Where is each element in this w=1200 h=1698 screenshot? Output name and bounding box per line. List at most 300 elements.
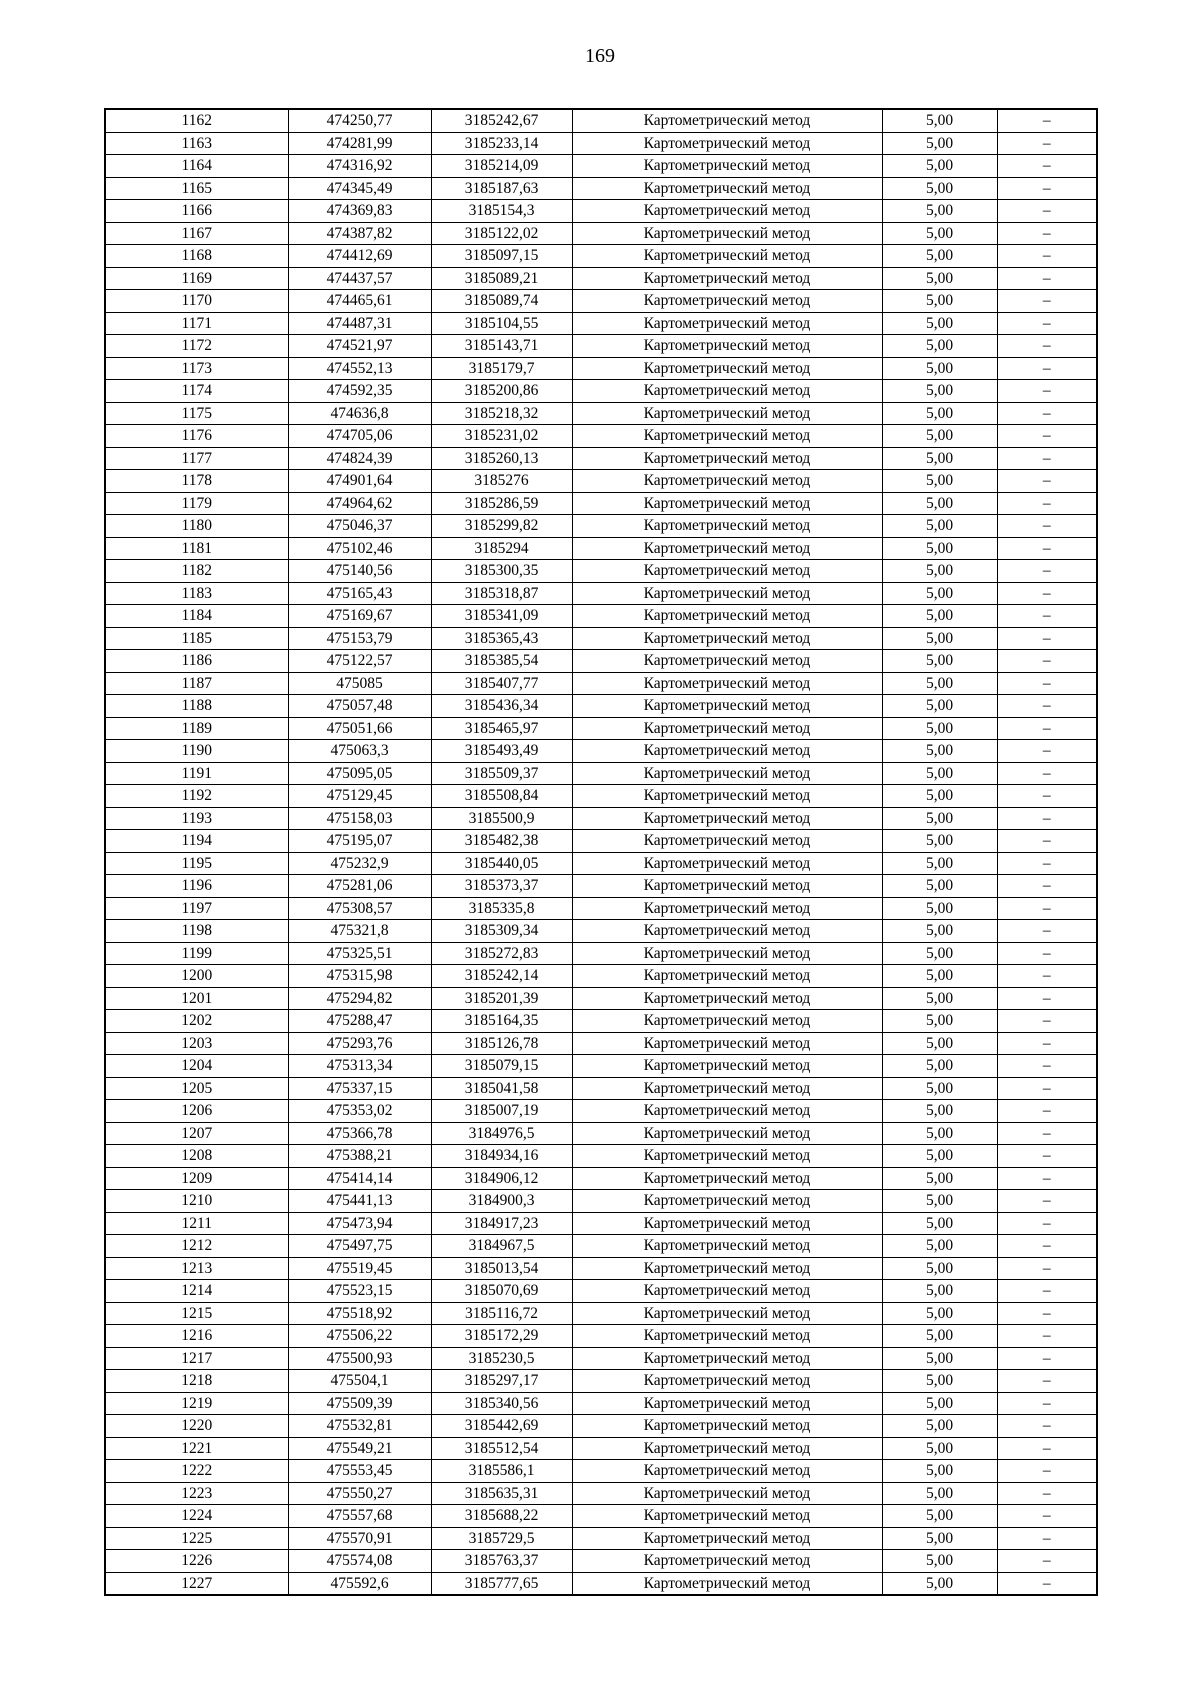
table-row [105,672,1097,695]
x-coordinate-cell: 475366,78 [288,1122,431,1145]
x-coordinate-cell: 475315,98 [288,965,431,988]
method-cell: Картометрический метод [572,717,882,740]
point-number-cell: 1186 [105,650,288,673]
accuracy-cell: 5,00 [882,1235,997,1258]
method-cell: Картометрический метод [572,1190,882,1213]
note-cell: – [997,807,1097,830]
point-number-cell: 1173 [105,357,288,380]
point-number-cell: 1167 [105,222,288,245]
x-coordinate-cell: 474487,31 [288,312,431,335]
accuracy-cell: 5,00 [882,200,997,223]
point-number-cell: 1212 [105,1235,288,1258]
method-cell: Картометрический метод [572,807,882,830]
point-number-cell: 1170 [105,290,288,313]
method-cell: Картометрический метод [572,132,882,155]
accuracy-cell: 5,00 [882,357,997,380]
table-row [105,1370,1097,1393]
x-coordinate-cell: 475519,45 [288,1257,431,1280]
point-number-cell: 1178 [105,470,288,493]
y-coordinate-cell: 3185143,71 [431,335,572,358]
note-cell: – [997,1257,1097,1280]
table-row [105,155,1097,178]
table-row [105,1392,1097,1415]
note-cell: – [997,1010,1097,1033]
point-number-cell: 1162 [105,109,288,132]
x-coordinate-cell: 474437,57 [288,267,431,290]
point-number-cell: 1223 [105,1482,288,1505]
x-coordinate-cell: 474387,82 [288,222,431,245]
y-coordinate-cell: 3185440,05 [431,852,572,875]
method-cell: Картометрический метод [572,177,882,200]
point-number-cell: 1187 [105,672,288,695]
method-cell: Картометрический метод [572,1392,882,1415]
point-number-cell: 1191 [105,762,288,785]
y-coordinate-cell: 3185318,87 [431,582,572,605]
note-cell: – [997,1302,1097,1325]
note-cell: – [997,650,1097,673]
accuracy-cell: 5,00 [882,1482,997,1505]
accuracy-cell: 5,00 [882,695,997,718]
table-row [105,1010,1097,1033]
method-cell: Картометрический метод [572,672,882,695]
table-row [105,380,1097,403]
point-number-cell: 1169 [105,267,288,290]
x-coordinate-cell: 475557,68 [288,1505,431,1528]
x-coordinate-cell: 474824,39 [288,447,431,470]
table-row [105,267,1097,290]
point-number-cell: 1201 [105,987,288,1010]
y-coordinate-cell: 3185230,5 [431,1347,572,1370]
y-coordinate-cell: 3185089,74 [431,290,572,313]
method-cell: Картометрический метод [572,245,882,268]
note-cell: – [997,1145,1097,1168]
point-number-cell: 1195 [105,852,288,875]
note-cell: – [997,380,1097,403]
x-coordinate-cell: 474592,35 [288,380,431,403]
x-coordinate-cell: 475337,15 [288,1077,431,1100]
accuracy-cell: 5,00 [882,785,997,808]
y-coordinate-cell: 3185070,69 [431,1280,572,1303]
x-coordinate-cell: 475095,05 [288,762,431,785]
method-cell: Картометрический метод [572,335,882,358]
x-coordinate-cell: 475293,76 [288,1032,431,1055]
accuracy-cell: 5,00 [882,1460,997,1483]
x-coordinate-cell: 475232,9 [288,852,431,875]
accuracy-cell: 5,00 [882,897,997,920]
x-coordinate-cell: 475057,48 [288,695,431,718]
x-coordinate-cell: 475553,45 [288,1460,431,1483]
y-coordinate-cell: 3185373,37 [431,875,572,898]
x-coordinate-cell: 475518,92 [288,1302,431,1325]
x-coordinate-cell: 475388,21 [288,1145,431,1168]
y-coordinate-cell: 3185097,15 [431,245,572,268]
x-coordinate-cell: 474964,62 [288,492,431,515]
table-row [105,515,1097,538]
accuracy-cell: 5,00 [882,1032,997,1055]
note-cell: – [997,1505,1097,1528]
x-coordinate-cell: 475063,3 [288,740,431,763]
method-cell: Картометрический метод [572,109,882,132]
table-row [105,447,1097,470]
y-coordinate-cell: 3185407,77 [431,672,572,695]
table-row [105,245,1097,268]
note-cell: – [997,290,1097,313]
method-cell: Картометрический метод [572,312,882,335]
y-coordinate-cell: 3185154,3 [431,200,572,223]
note-cell: – [997,335,1097,358]
x-coordinate-cell: 475509,39 [288,1392,431,1415]
accuracy-cell: 5,00 [882,1392,997,1415]
x-coordinate-cell: 475473,94 [288,1212,431,1235]
x-coordinate-cell: 475122,57 [288,650,431,673]
accuracy-cell: 5,00 [882,560,997,583]
table-row [105,492,1097,515]
y-coordinate-cell: 3185041,58 [431,1077,572,1100]
accuracy-cell: 5,00 [882,807,997,830]
accuracy-cell: 5,00 [882,875,997,898]
table-row [105,1167,1097,1190]
note-cell: – [997,1460,1097,1483]
y-coordinate-cell: 3185286,59 [431,492,572,515]
note-cell: – [997,1415,1097,1438]
x-coordinate-cell: 475313,34 [288,1055,431,1078]
accuracy-cell: 5,00 [882,155,997,178]
method-cell: Картометрический метод [572,1572,882,1595]
table-row [105,807,1097,830]
x-coordinate-cell: 475414,14 [288,1167,431,1190]
y-coordinate-cell: 3185777,65 [431,1572,572,1595]
note-cell: – [997,1190,1097,1213]
coordinates-table-body [105,109,1097,1595]
x-coordinate-cell: 474316,92 [288,155,431,178]
x-coordinate-cell: 475550,27 [288,1482,431,1505]
table-row [105,1032,1097,1055]
accuracy-cell: 5,00 [882,267,997,290]
point-number-cell: 1202 [105,1010,288,1033]
method-cell: Картометрический метод [572,1505,882,1528]
accuracy-cell: 5,00 [882,1370,997,1393]
point-number-cell: 1225 [105,1527,288,1550]
table-row [105,582,1097,605]
method-cell: Картометрический метод [572,1550,882,1573]
accuracy-cell: 5,00 [882,425,997,448]
table-row [105,740,1097,763]
point-number-cell: 1183 [105,582,288,605]
point-number-cell: 1166 [105,200,288,223]
point-number-cell: 1177 [105,447,288,470]
point-number-cell: 1189 [105,717,288,740]
method-cell: Картометрический метод [572,650,882,673]
x-coordinate-cell: 475549,21 [288,1437,431,1460]
x-coordinate-cell: 475165,43 [288,582,431,605]
accuracy-cell: 5,00 [882,987,997,1010]
method-cell: Картометрический метод [572,1055,882,1078]
table-row [105,717,1097,740]
table-row [105,852,1097,875]
y-coordinate-cell: 3185763,37 [431,1550,572,1573]
point-number-cell: 1184 [105,605,288,628]
table-row [105,942,1097,965]
point-number-cell: 1200 [105,965,288,988]
point-number-cell: 1182 [105,560,288,583]
note-cell: – [997,965,1097,988]
point-number-cell: 1179 [105,492,288,515]
y-coordinate-cell: 3185465,97 [431,717,572,740]
table-row [105,1145,1097,1168]
note-cell: – [997,222,1097,245]
method-cell: Картометрический метод [572,1482,882,1505]
y-coordinate-cell: 3185007,19 [431,1100,572,1123]
note-cell: – [997,1437,1097,1460]
x-coordinate-cell: 475497,75 [288,1235,431,1258]
note-cell: – [997,200,1097,223]
point-number-cell: 1224 [105,1505,288,1528]
note-cell: – [997,1100,1097,1123]
method-cell: Картометрический метод [572,1257,882,1280]
y-coordinate-cell: 3185164,35 [431,1010,572,1033]
method-cell: Картометрический метод [572,200,882,223]
y-coordinate-cell: 3185172,29 [431,1325,572,1348]
point-number-cell: 1213 [105,1257,288,1280]
method-cell: Картометрический метод [572,1145,882,1168]
point-number-cell: 1226 [105,1550,288,1573]
note-cell: – [997,1370,1097,1393]
note-cell: – [997,852,1097,875]
y-coordinate-cell: 3185493,49 [431,740,572,763]
x-coordinate-cell: 475195,07 [288,830,431,853]
note-cell: – [997,1167,1097,1190]
accuracy-cell: 5,00 [882,132,997,155]
y-coordinate-cell: 3185104,55 [431,312,572,335]
y-coordinate-cell: 3185309,34 [431,920,572,943]
x-coordinate-cell: 475504,1 [288,1370,431,1393]
accuracy-cell: 5,00 [882,245,997,268]
table-row [105,402,1097,425]
y-coordinate-cell: 3185242,67 [431,109,572,132]
method-cell: Картометрический метод [572,785,882,808]
accuracy-cell: 5,00 [882,1280,997,1303]
y-coordinate-cell: 3185201,39 [431,987,572,1010]
x-coordinate-cell: 474369,83 [288,200,431,223]
y-coordinate-cell: 3185200,86 [431,380,572,403]
note-cell: – [997,1392,1097,1415]
accuracy-cell: 5,00 [882,1325,997,1348]
table-row [105,920,1097,943]
y-coordinate-cell: 3185116,72 [431,1302,572,1325]
y-coordinate-cell: 3185089,21 [431,267,572,290]
x-coordinate-cell: 475051,66 [288,717,431,740]
accuracy-cell: 5,00 [882,290,997,313]
table-row [105,785,1097,808]
note-cell: – [997,695,1097,718]
method-cell: Картометрический метод [572,1280,882,1303]
point-number-cell: 1175 [105,402,288,425]
note-cell: – [997,672,1097,695]
note-cell: – [997,537,1097,560]
table-row [105,1325,1097,1348]
note-cell: – [997,177,1097,200]
y-coordinate-cell: 3185214,09 [431,155,572,178]
note-cell: – [997,1235,1097,1258]
accuracy-cell: 5,00 [882,942,997,965]
note-cell: – [997,717,1097,740]
point-number-cell: 1194 [105,830,288,853]
table-row [105,1482,1097,1505]
method-cell: Картометрический метод [572,897,882,920]
accuracy-cell: 5,00 [882,762,997,785]
point-number-cell: 1181 [105,537,288,560]
note-cell: – [997,582,1097,605]
x-coordinate-cell: 475153,79 [288,627,431,650]
table-row [105,1527,1097,1550]
note-cell: – [997,875,1097,898]
note-cell: – [997,132,1097,155]
table-row [105,1302,1097,1325]
x-coordinate-cell: 475321,8 [288,920,431,943]
y-coordinate-cell: 3185688,22 [431,1505,572,1528]
note-cell: – [997,605,1097,628]
table-row [105,109,1097,132]
x-coordinate-cell: 474465,61 [288,290,431,313]
table-row [105,1437,1097,1460]
x-coordinate-cell: 474345,49 [288,177,431,200]
note-cell: – [997,447,1097,470]
accuracy-cell: 5,00 [882,335,997,358]
x-coordinate-cell: 475570,91 [288,1527,431,1550]
point-number-cell: 1196 [105,875,288,898]
x-coordinate-cell: 475500,93 [288,1347,431,1370]
y-coordinate-cell: 3185242,14 [431,965,572,988]
method-cell: Картометрический метод [572,987,882,1010]
table-row [105,1257,1097,1280]
x-coordinate-cell: 474250,77 [288,109,431,132]
y-coordinate-cell: 3184934,16 [431,1145,572,1168]
y-coordinate-cell: 3184967,5 [431,1235,572,1258]
table-row [105,1077,1097,1100]
point-number-cell: 1208 [105,1145,288,1168]
note-cell: – [997,515,1097,538]
method-cell: Картометрический метод [572,267,882,290]
x-coordinate-cell: 474281,99 [288,132,431,155]
accuracy-cell: 5,00 [882,1100,997,1123]
method-cell: Картометрический метод [572,740,882,763]
y-coordinate-cell: 3185297,17 [431,1370,572,1393]
y-coordinate-cell: 3185260,13 [431,447,572,470]
x-coordinate-cell: 474901,64 [288,470,431,493]
method-cell: Картометрический метод [572,425,882,448]
method-cell: Картометрический метод [572,1325,882,1348]
y-coordinate-cell: 3185300,35 [431,560,572,583]
method-cell: Картометрический метод [572,290,882,313]
note-cell: – [997,402,1097,425]
accuracy-cell: 5,00 [882,177,997,200]
table-row [105,695,1097,718]
point-number-cell: 1211 [105,1212,288,1235]
note-cell: – [997,1550,1097,1573]
point-number-cell: 1221 [105,1437,288,1460]
note-cell: – [997,357,1097,380]
accuracy-cell: 5,00 [882,1257,997,1280]
point-number-cell: 1203 [105,1032,288,1055]
y-coordinate-cell: 3185442,69 [431,1415,572,1438]
point-number-cell: 1209 [105,1167,288,1190]
accuracy-cell: 5,00 [882,402,997,425]
point-number-cell: 1210 [105,1190,288,1213]
table-row [105,1347,1097,1370]
accuracy-cell: 5,00 [882,447,997,470]
x-coordinate-cell: 474705,06 [288,425,431,448]
method-cell: Картометрический метод [572,762,882,785]
table-row [105,650,1097,673]
note-cell: – [997,920,1097,943]
y-coordinate-cell: 3185079,15 [431,1055,572,1078]
accuracy-cell: 5,00 [882,492,997,515]
point-number-cell: 1204 [105,1055,288,1078]
table-row [105,312,1097,335]
table-row [105,1212,1097,1235]
x-coordinate-cell: 475592,6 [288,1572,431,1595]
x-coordinate-cell: 475574,08 [288,1550,431,1573]
point-number-cell: 1192 [105,785,288,808]
accuracy-cell: 5,00 [882,920,997,943]
point-number-cell: 1207 [105,1122,288,1145]
note-cell: – [997,830,1097,853]
method-cell: Картометрический метод [572,875,882,898]
table-row [105,132,1097,155]
x-coordinate-cell: 475140,56 [288,560,431,583]
accuracy-cell: 5,00 [882,1572,997,1595]
point-number-cell: 1197 [105,897,288,920]
accuracy-cell: 5,00 [882,1055,997,1078]
table-row [105,1100,1097,1123]
y-coordinate-cell: 3185233,14 [431,132,572,155]
note-cell: – [997,627,1097,650]
x-coordinate-cell: 474636,8 [288,402,431,425]
point-number-cell: 1220 [105,1415,288,1438]
accuracy-cell: 5,00 [882,1437,997,1460]
method-cell: Картометрический метод [572,1100,882,1123]
note-cell: – [997,155,1097,178]
point-number-cell: 1215 [105,1302,288,1325]
table-row [105,357,1097,380]
y-coordinate-cell: 3185385,54 [431,650,572,673]
table-row [105,537,1097,560]
accuracy-cell: 5,00 [882,380,997,403]
x-coordinate-cell: 474412,69 [288,245,431,268]
x-coordinate-cell: 475281,06 [288,875,431,898]
point-number-cell: 1190 [105,740,288,763]
note-cell: – [997,1482,1097,1505]
y-coordinate-cell: 3184900,3 [431,1190,572,1213]
y-coordinate-cell: 3185500,9 [431,807,572,830]
y-coordinate-cell: 3185512,54 [431,1437,572,1460]
note-cell: – [997,312,1097,335]
accuracy-cell: 5,00 [882,1010,997,1033]
method-cell: Картометрический метод [572,560,882,583]
table-row [105,1572,1097,1595]
accuracy-cell: 5,00 [882,537,997,560]
y-coordinate-cell: 3185294 [431,537,572,560]
note-cell: – [997,987,1097,1010]
point-number-cell: 1174 [105,380,288,403]
y-coordinate-cell: 3185508,84 [431,785,572,808]
method-cell: Картометрический метод [572,1527,882,1550]
point-number-cell: 1163 [105,132,288,155]
accuracy-cell: 5,00 [882,470,997,493]
accuracy-cell: 5,00 [882,1550,997,1573]
x-coordinate-cell: 475294,82 [288,987,431,1010]
method-cell: Картометрический метод [572,1212,882,1235]
